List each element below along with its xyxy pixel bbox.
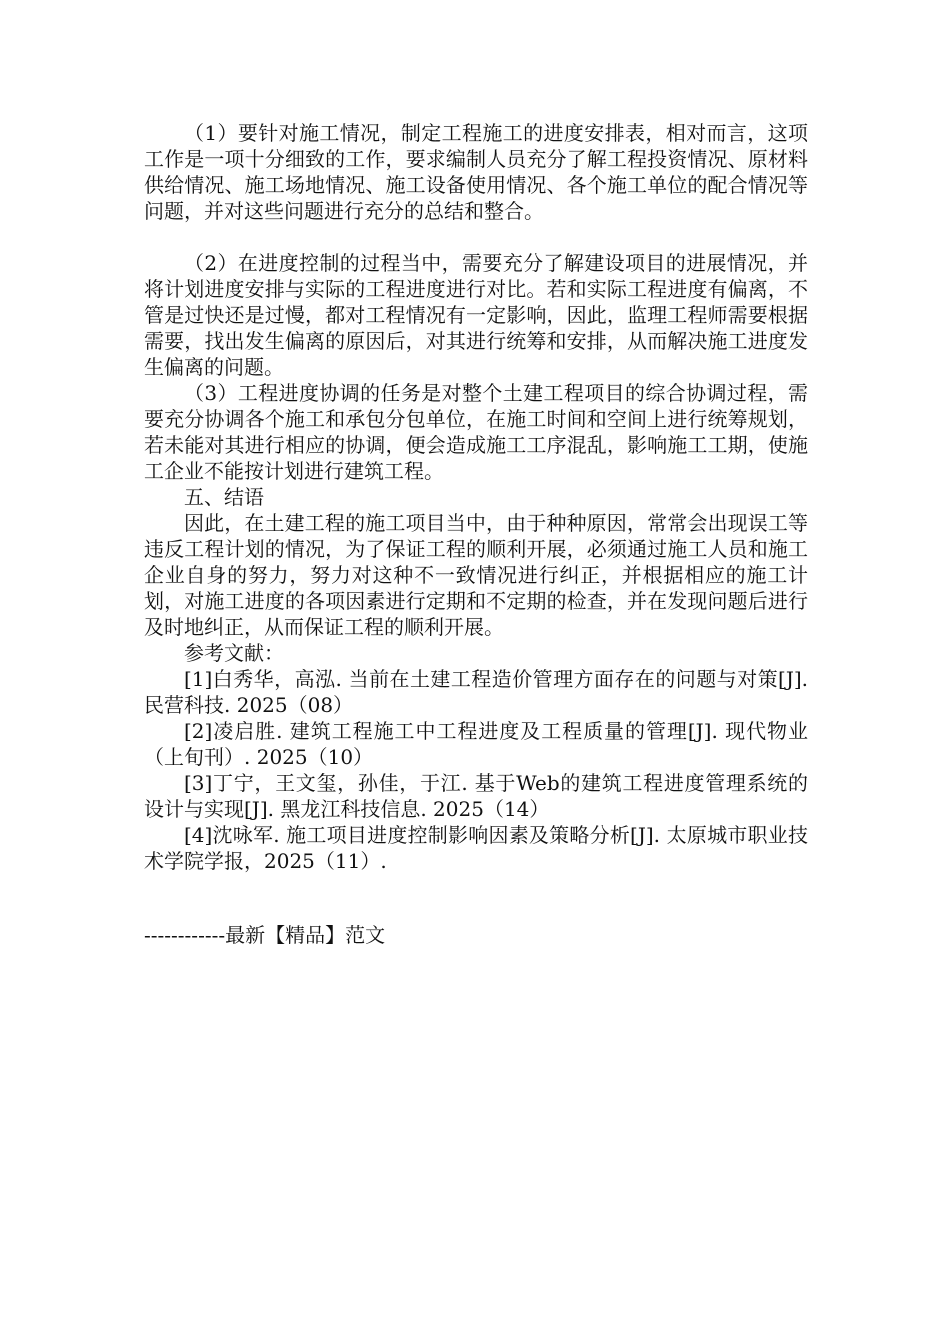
reference-3: [3]丁宁，王文玺，孙佳，于江. 基于Web的建筑工程进度管理系统的设计与实现[J]. 黑龙江科技信息. 2025（14） bbox=[144, 771, 808, 821]
reference-4: [4]沈咏军. 施工项目进度控制影响因素及策略分析[J]. 太原城市职业技术学院学报，2025（11）. bbox=[144, 823, 808, 873]
conclusion-paragraph: 因此，在土建工程的施工项目当中，由于种种原因，常常会出现误工等违反工程计划的情况，为了保证工程的顺利开展，必须通过施工人员和施工企业自身的努力，努力对这种不一致情况进行纠正，并根据相应的施工计划，对施工进度的各项因素进行定期和不定期的检查，并在发现问题后进行及时地纠正，从而保证工程的顺利开展。 bbox=[144, 511, 808, 639]
paragraph-gap bbox=[144, 224, 808, 250]
reference-1: [1]白秀华，高泓. 当前在土建工程造价管理方面存在的问题与对策[J]. 民营科技. 2025（08） bbox=[144, 667, 808, 717]
references-heading: 参考文献： bbox=[184, 641, 284, 665]
conclusion-heading: 五、结语 bbox=[184, 485, 264, 509]
footer-label: ------------最新【精品】范文 bbox=[144, 923, 386, 947]
paragraph-3: （3）工程进度协调的任务是对整个土建工程项目的综合协调过程，需要充分协调各个施工和承包分包单位，在施工时间和空间上进行统筹规划，若未能对其进行相应的协调，便会造成施工工序混乱，影响施工工期，使施工企业不能按计划进行建筑工程。 bbox=[144, 381, 808, 483]
document-body bbox=[144, 120, 808, 874]
reference-2: [2]凌启胜. 建筑工程施工中工程进度及工程质量的管理[J]. 现代物业（上旬刊）. 2025（10） bbox=[144, 719, 808, 769]
paragraph-2: （2）在进度控制的过程当中，需要充分了解建设项目的进展情况，并将计划进度安排与实际的工程进度进行对比。若和实际工程进度有偏离，不管是过快还是过慢，都对工程情况有一定影响，因此，监理工程师需要根据需要，找出发生偏离的原因后，对其进行统筹和安排，从而解决施工进度发生偏离的问题。 bbox=[144, 251, 808, 379]
paragraph-1: （1）要针对施工情况，制定工程施工的进度安排表，相对而言，这项工作是一项十分细致的工作，要求编制人员充分了解工程投资情况、原材料供给情况、施工场地情况、施工设备使用情况、各个施工单位的配合情况等问题，并对这些问题进行充分的总结和整合。 bbox=[144, 121, 808, 223]
